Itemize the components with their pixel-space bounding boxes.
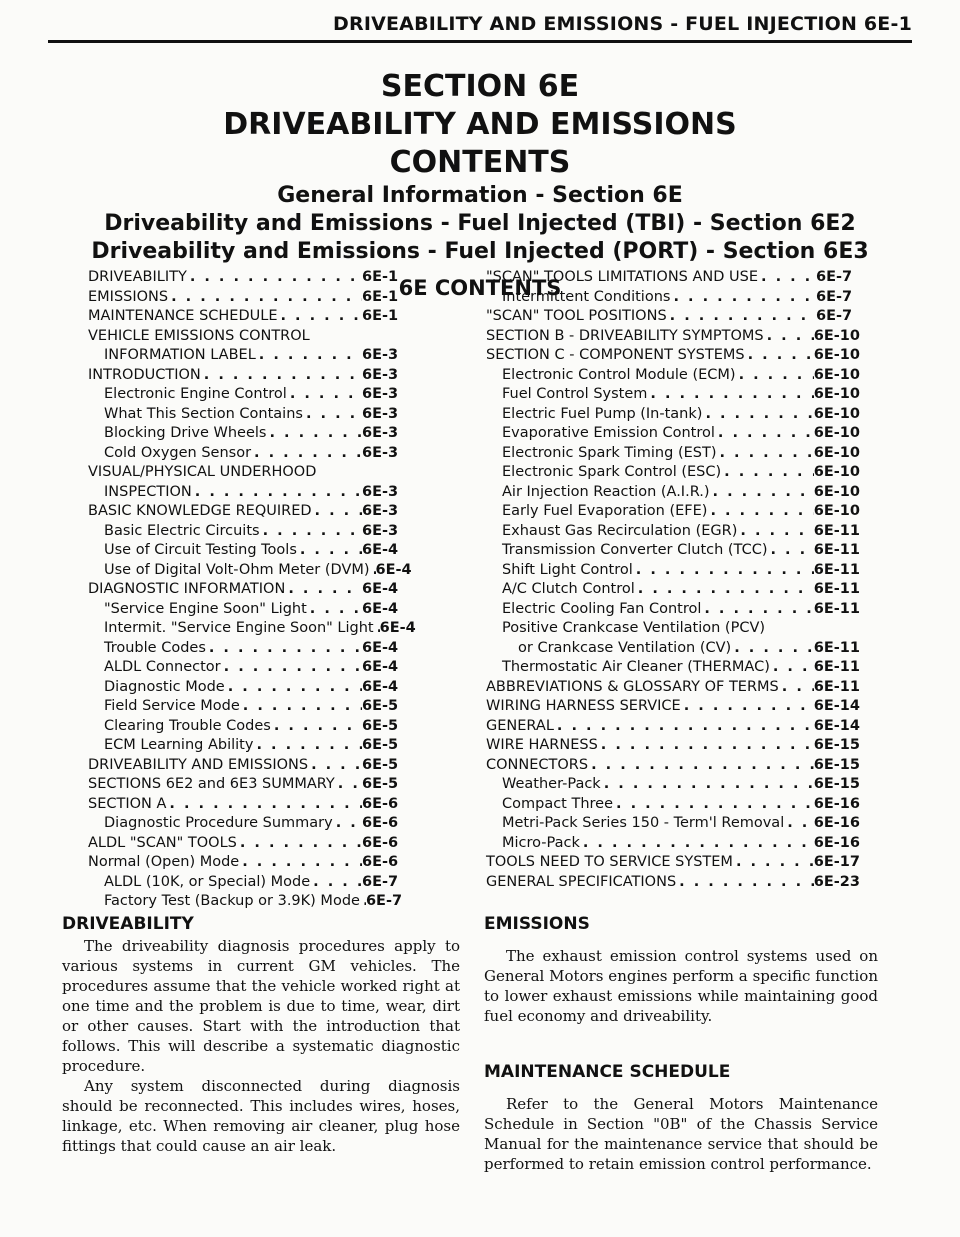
toc-entry	[88, 307, 406, 327]
toc-leader-dots	[667, 307, 816, 327]
toc-entry-label: "Service Engine Soon" Light	[104, 600, 307, 617]
toc-entry-label: WIRE HARNESS	[486, 737, 598, 753]
toc-entry-label: Cold Oxygen Sensor	[104, 444, 252, 461]
toc-entry-page: 6E-17	[813, 854, 860, 870]
toc-entry-label: Air Injection Reaction (A.I.R.)	[502, 483, 710, 500]
section-ref: Driveability and Emissions - Fuel Injected (PORT) - Section 6E3	[91, 239, 869, 264]
toc-entry-page: 6E-10	[813, 327, 860, 344]
toc-entry	[88, 327, 406, 347]
toc-leader-dots	[670, 288, 816, 308]
toc-entry-label: Blocking Drive Wheels	[104, 425, 267, 441]
toc-entry	[486, 346, 860, 366]
toc-entry-page: 6E-6	[362, 834, 399, 851]
toc-leader-dots	[731, 639, 814, 659]
toc-entry-page: 6E-1	[362, 269, 399, 285]
toc-entry-label: SECTION C - COMPONENT SYSTEMS	[486, 347, 745, 363]
toc-entry	[486, 795, 860, 815]
toc-entry-page: 6E-7	[362, 873, 399, 890]
toc-entry-label: ALDL Connector	[104, 659, 221, 675]
toc-entry	[88, 756, 406, 776]
toc-entry-label: MAINTENANCE SCHEDULE	[88, 308, 278, 324]
toc-entry	[486, 307, 860, 327]
toc-leader-dots	[187, 268, 362, 288]
toc-entry	[486, 483, 860, 503]
toc-left-column	[88, 268, 416, 912]
maintenance-section	[484, 1060, 878, 1174]
toc-entry	[486, 834, 860, 854]
driveability-paragraph: The driveability diagnosis procedures apply to various systems in current GM vehicles. The procedures assume that the vehicle worked right at one time and the problem is due to time, wear, dirt or other causes. Start with the introduction that follows. This will describe a systematic diagnostic procedure.	[62, 937, 460, 1075]
toc-entry-page: 6E-7	[816, 308, 853, 324]
toc-entry-page: 6E-4	[379, 620, 416, 636]
toc-entry-label: ABBREVIATIONS & GLOSSARY OF TERMS	[486, 678, 779, 695]
driveability-paragraph: Any system disconnected during diagnosis should be reconnected. This includes wires, hoses, linkage, etc. When removing air cleaner, plug hose fittings that could cause an air leak.	[62, 1077, 460, 1155]
toc-entry	[88, 561, 412, 581]
toc-entry-page: 6E-3	[362, 366, 399, 383]
toc-entry	[486, 678, 860, 698]
toc-entry	[88, 658, 406, 678]
toc-leader-dots	[251, 444, 362, 464]
toc-entry-label: INTRODUCTION	[88, 366, 201, 383]
toc-entry-page: 6E-16	[813, 795, 860, 812]
toc-entry-page: 6E-11	[813, 561, 860, 578]
toc-entry	[486, 619, 860, 639]
toc-leader-dots	[765, 619, 816, 639]
toc-leader-dots	[206, 639, 362, 659]
toc-entry	[486, 600, 860, 620]
toc-entry-label: Use of Digital Volt-Ohm Meter (DVM)	[104, 561, 370, 578]
toc-entry-page: 6E-16	[813, 815, 860, 831]
toc-entry-label: SECTIONS 6E2 and 6E3 SUMMARY	[88, 776, 335, 792]
toc-entry-label: Early Fuel Evaporation (EFE)	[502, 503, 708, 519]
toc-leader-dots	[225, 678, 362, 698]
toc-entry-label: INSPECTION	[104, 483, 192, 500]
toc-leader-dots	[253, 736, 362, 756]
toc-entry-page: 6E-11	[813, 659, 860, 675]
toc-entry-page: 6E-4	[375, 561, 412, 578]
toc-entry-page: 6E-11	[813, 600, 860, 617]
toc-entry-page: 6E-5	[362, 698, 399, 714]
toc-leader-dots	[271, 717, 362, 737]
toc-entry-page: 6E-3	[362, 425, 399, 441]
toc-entry-label: "SCAN" TOOL POSITIONS	[486, 308, 667, 324]
toc-leader-dots	[707, 502, 813, 522]
toc-leader-dots	[588, 756, 814, 776]
toc-entry-label: Trouble Codes	[104, 639, 206, 656]
toc-entry	[486, 580, 860, 600]
toc-entry	[88, 366, 406, 386]
toc-entry-page	[362, 327, 406, 347]
toc-leader-dots	[308, 756, 362, 776]
toc-entry-page: 6E-3	[362, 444, 399, 461]
toc-entry-page: 6E-14	[813, 717, 860, 734]
toc-leader-dots	[613, 795, 814, 815]
toc-leader-dots	[266, 424, 362, 444]
toc-leader-dots	[647, 385, 813, 405]
toc-entry-page: 6E-10	[813, 444, 860, 461]
toc-entry-label: BASIC KNOWLEDGE REQUIRED	[88, 503, 312, 519]
toc-entry	[486, 463, 860, 483]
toc-entry	[88, 619, 416, 639]
section-ref: Driveability and Emissions - Fuel Injected (TBI) - Section 6E2	[104, 211, 856, 236]
toc-entry-label: "SCAN" TOOLS LIMITATIONS AND USE	[486, 269, 759, 285]
toc-entry	[88, 697, 406, 717]
toc-entry-label: ALDL (10K, or Special) Mode	[104, 873, 311, 890]
page-header: DRIVEABILITY AND EMISSIONS - FUEL INJECTION 6E-1	[48, 10, 912, 43]
toc-leader-dots	[237, 834, 362, 854]
toc-entry-page: 6E-6	[362, 854, 399, 870]
toc-leader-dots	[767, 541, 813, 561]
contents-title: CONTENTS	[389, 145, 571, 180]
toc-entry-label: Exhaust Gas Recirculation (EGR)	[502, 522, 738, 539]
sub-contents-title: 6E CONTENTS	[398, 276, 562, 300]
toc-entry-label: INFORMATION LABEL	[104, 347, 256, 363]
toc-leader-dots	[221, 658, 362, 678]
toc-entry-label: GENERAL SPECIFICATIONS	[486, 873, 677, 890]
toc-leader-dots	[770, 658, 814, 678]
toc-entry-label: Factory Test (Backup or 3.9K) Mode	[104, 893, 360, 909]
toc-entry-page: 6E-10	[813, 464, 860, 480]
toc-leader-dots	[278, 307, 363, 327]
toc-entry	[486, 697, 860, 717]
toc-entry-page: 6E-3	[362, 386, 399, 402]
toc-entry	[486, 561, 860, 581]
toc-entry	[88, 873, 406, 893]
toc-entry	[486, 288, 860, 308]
toc-entry	[486, 756, 860, 776]
toc-leader-dots	[307, 600, 362, 620]
toc-entry-label: Metri-Pack Series 150 - Term'l Removal	[502, 815, 785, 831]
toc-entry-label: Electric Cooling Fan Control	[502, 600, 702, 617]
toc-leader-dots	[745, 346, 814, 366]
toc-entry	[88, 580, 406, 600]
toc-entry-page: 6E-10	[813, 405, 860, 422]
toc-entry-label: What This Section Contains	[104, 405, 303, 422]
toc-entry-page: 6E-4	[362, 639, 399, 656]
toc-leader-dots	[598, 736, 814, 756]
toc-entry-page	[362, 463, 406, 483]
toc-entry-page: 6E-23	[813, 873, 860, 890]
toc-entry	[486, 366, 860, 386]
toc-entry-label: Electronic Engine Control	[104, 386, 287, 402]
toc-entry-page: 6E-4	[362, 659, 399, 675]
section-title: SECTION 6E	[380, 69, 580, 104]
toc-leader-dots	[192, 483, 362, 503]
toc-entry-page: 6E-7	[816, 269, 853, 285]
toc-leader-dots	[721, 463, 814, 483]
toc-entry-page: 6E-5	[362, 776, 399, 792]
emissions-section	[484, 912, 878, 1026]
toc-entry-label: Basic Electric Circuits	[104, 522, 260, 539]
toc-entry-page: 6E-4	[362, 678, 399, 695]
toc-entry	[486, 717, 860, 737]
toc-leader-dots	[240, 697, 362, 717]
toc-entry-label: ALDL "SCAN" TOOLS	[88, 834, 237, 851]
toc-entry-page: 6E-6	[362, 795, 399, 812]
toc-entry-page: 6E-15	[813, 737, 860, 753]
toc-entry-page: 6E-14	[813, 698, 860, 714]
toc-entry-page: 6E-4	[362, 600, 399, 617]
toc-entry-page: 6E-10	[813, 347, 860, 363]
toc-leader-dots	[310, 873, 362, 893]
toc-leader-dots	[335, 775, 362, 795]
toc-entry	[88, 522, 406, 542]
emissions-heading: EMISSIONS	[484, 914, 590, 934]
toc-entry-label: Evaporative Emission Control	[502, 425, 715, 441]
toc-entry-page: 6E-11	[813, 542, 860, 558]
toc-leader-dots	[601, 775, 814, 795]
toc-leader-dots	[716, 444, 813, 464]
toc-leader-dots	[285, 580, 362, 600]
toc-entry-page: 6E-3	[362, 483, 399, 500]
toc-entry-page: 6E-1	[362, 308, 399, 324]
toc-leader-dots	[168, 288, 362, 308]
toc-entry-page: 6E-3	[362, 522, 399, 539]
toc-entry	[88, 346, 406, 366]
toc-entry	[486, 541, 860, 561]
toc-entry	[88, 736, 406, 756]
toc-leader-dots	[287, 385, 362, 405]
toc-entry	[88, 678, 406, 698]
toc-entry-label: Field Service Mode	[104, 698, 240, 714]
toc-entry	[486, 268, 860, 288]
toc-entry-label: Weather-Pack	[502, 776, 601, 792]
toc-entry	[88, 483, 406, 503]
toc-entry-page: 6E-3	[362, 347, 399, 363]
toc-entry-label: ECM Learning Ability	[104, 737, 254, 753]
toc-leader-dots	[737, 522, 813, 542]
toc-leader-dots	[784, 814, 814, 834]
toc-entry	[88, 424, 406, 444]
toc-entry-label: TOOLS NEED TO SERVICE SYSTEM	[486, 854, 733, 870]
toc-entry-page: 6E-11	[813, 522, 860, 539]
toc-leader-dots	[201, 366, 362, 386]
toc-leader-dots	[681, 697, 814, 717]
toc-entry	[88, 814, 406, 834]
toc-entry-page: 6E-10	[813, 483, 860, 500]
title-block	[0, 68, 960, 302]
emissions-paragraph: The exhaust emission control systems used on General Motors engines perform a specific function to lower exhaust emissions while maintaining good fuel economy and driveability.	[484, 947, 878, 1025]
toc-entry-page: 6E-10	[813, 386, 860, 402]
section-name: DRIVEABILITY AND EMISSIONS	[223, 107, 737, 142]
toc-entry	[88, 834, 406, 854]
toc-entry-label: SECTION B - DRIVEABILITY SYMPTOMS	[486, 327, 764, 344]
toc-leader-dots	[733, 853, 814, 873]
toc-entry-page: 6E-3	[362, 405, 399, 422]
toc-entry-label: Diagnostic Mode	[104, 678, 225, 695]
toc-entry	[486, 639, 860, 659]
toc-entry-label: Micro-Pack	[502, 834, 580, 851]
toc-entry-label: VISUAL/PHYSICAL UNDERHOOD	[88, 464, 317, 480]
toc-entry	[486, 775, 860, 795]
toc-leader-dots	[736, 366, 814, 386]
toc-entry-label: EMISSIONS	[88, 288, 169, 305]
toc-entry-page: 6E-10	[813, 503, 860, 519]
toc-entry-label: Electronic Spark Timing (EST)	[502, 444, 717, 461]
toc-entry	[88, 795, 406, 815]
toc-entry	[486, 814, 860, 834]
toc-entry-page: 6E-5	[362, 717, 399, 734]
toc-leader-dots	[710, 483, 814, 503]
toc-entry-label: Compact Three	[502, 795, 614, 812]
toc-entry	[88, 268, 406, 288]
toc-leader-dots	[702, 405, 813, 425]
toc-entry	[88, 541, 406, 561]
toc-entry-label: Fuel Control System	[502, 386, 648, 402]
toc-entry-label: Intermit. "Service Engine Soon" Light	[104, 620, 374, 636]
toc-leader-dots	[701, 600, 813, 620]
toc-leader-dots	[310, 327, 362, 347]
toc-entry-label: SECTION A	[88, 795, 167, 812]
toc-entry-page: 6E-10	[813, 366, 860, 383]
toc-leader-dots	[633, 561, 814, 581]
toc-entry-label: GENERAL	[486, 717, 554, 734]
toc-entry	[88, 892, 406, 912]
toc-entry	[88, 463, 406, 483]
toc-leader-dots	[297, 541, 362, 561]
toc-entry	[88, 444, 406, 464]
toc-entry-page: 6E-4	[362, 581, 399, 597]
toc-entry-label: CONNECTORS	[486, 756, 589, 773]
toc-entry	[486, 502, 860, 522]
toc-entry	[486, 853, 860, 873]
toc-entry-page: 6E-7	[816, 288, 853, 305]
toc-leader-dots	[676, 873, 814, 893]
toc-leader-dots	[303, 405, 362, 425]
toc-entry	[88, 385, 406, 405]
toc-leader-dots	[256, 346, 362, 366]
toc-entry	[88, 775, 406, 795]
toc-entry-label: Transmission Converter Clutch (TCC)	[502, 542, 768, 558]
toc-entry-label: WIRING HARNESS SERVICE	[486, 698, 681, 714]
toc-entry	[88, 288, 406, 308]
toc-leader-dots	[635, 580, 814, 600]
toc-entry-page: 6E-1	[362, 288, 399, 305]
toc-entry	[486, 736, 860, 756]
toc-entry-label: Thermostatic Air Cleaner (THERMAC)	[502, 659, 770, 675]
toc-entry-label: DRIVEABILITY	[88, 269, 187, 285]
toc-entry-page: 6E-15	[813, 756, 860, 773]
toc-entry-page: 6E-5	[362, 756, 399, 773]
toc-entry-page: 6E-11	[813, 581, 860, 597]
toc-entry-page: 6E-11	[813, 639, 860, 656]
toc-entry	[88, 717, 406, 737]
toc-entry	[486, 424, 860, 444]
toc-entry-page: 6E-6	[362, 815, 399, 831]
toc-entry	[486, 327, 860, 347]
toc-entry	[486, 522, 860, 542]
toc-entry-label: or Crankcase Ventilation (CV)	[518, 639, 732, 656]
toc-leader-dots	[758, 268, 816, 288]
toc-entry	[88, 600, 406, 620]
driveability-section	[62, 912, 460, 1156]
toc-entry	[88, 405, 406, 425]
toc-entry	[88, 639, 406, 659]
toc-entry-label: Use of Circuit Testing Tools	[104, 542, 297, 558]
toc-entry	[486, 873, 860, 893]
toc-entry-page: 6E-3	[362, 503, 399, 519]
toc-entry	[486, 658, 860, 678]
toc-leader-dots	[239, 853, 362, 873]
toc-entry-label: Diagnostic Procedure Summary	[104, 815, 333, 831]
toc-entry-label: DIAGNOSTIC INFORMATION	[88, 581, 286, 597]
toc-entry-page: 6E-7	[365, 893, 403, 909]
toc-entry-label: Electronic Control Module (ECM)	[502, 366, 736, 383]
toc-leader-dots	[316, 463, 362, 483]
toc-leader-dots	[312, 502, 362, 522]
toc-entry-page: 6E-11	[813, 678, 860, 695]
toc-entry-label: Normal (Open) Mode	[88, 854, 240, 870]
maintenance-paragraph: Refer to the General Motors Maintenance Schedule in Section "0B" of the Chassis Service Manual for the maintenance service that should be performed to retain emission control performance.	[484, 1095, 878, 1173]
toc-entry-page	[816, 619, 860, 639]
toc-entry-page: 6E-15	[813, 776, 860, 792]
toc-entry-label: Intermittent Conditions	[502, 288, 671, 305]
toc-entry	[88, 502, 406, 522]
toc-entry-label: Clearing Trouble Codes	[104, 717, 271, 734]
toc-leader-dots	[715, 424, 814, 444]
toc-entry-label: Electric Fuel Pump (In-tank)	[502, 405, 703, 422]
toc-leader-dots	[580, 834, 814, 854]
toc-entry-page: 6E-16	[813, 834, 860, 851]
toc-entry-label: Positive Crankcase Ventilation (PCV)	[502, 620, 766, 636]
toc-leader-dots	[764, 327, 814, 347]
toc-entry	[486, 385, 860, 405]
toc-entry-label: DRIVEABILITY AND EMISSIONS	[88, 756, 309, 773]
toc-entry-label: A/C Clutch Control	[502, 581, 635, 597]
section-ref: General Information - Section 6E	[277, 183, 683, 208]
toc-entry	[486, 444, 860, 464]
toc-entry	[486, 405, 860, 425]
maintenance-heading: MAINTENANCE SCHEDULE	[484, 1062, 731, 1082]
driveability-heading: DRIVEABILITY	[62, 914, 194, 934]
toc-right-column	[486, 268, 860, 892]
toc-entry	[88, 853, 406, 873]
toc-entry-page: 6E-5	[362, 737, 399, 753]
toc-leader-dots	[779, 678, 814, 698]
toc-leader-dots	[166, 795, 362, 815]
toc-leader-dots	[554, 717, 814, 737]
toc-entry-page: 6E-10	[813, 425, 860, 441]
toc-entry-label: Shift Light Control	[502, 561, 633, 578]
toc-entry-page: 6E-4	[362, 542, 399, 558]
toc-entry-label: Electronic Spark Control (ESC)	[502, 464, 722, 480]
toc-entry-label: VEHICLE EMISSIONS CONTROL	[88, 327, 310, 344]
toc-leader-dots	[333, 814, 362, 834]
toc-leader-dots	[260, 522, 362, 542]
